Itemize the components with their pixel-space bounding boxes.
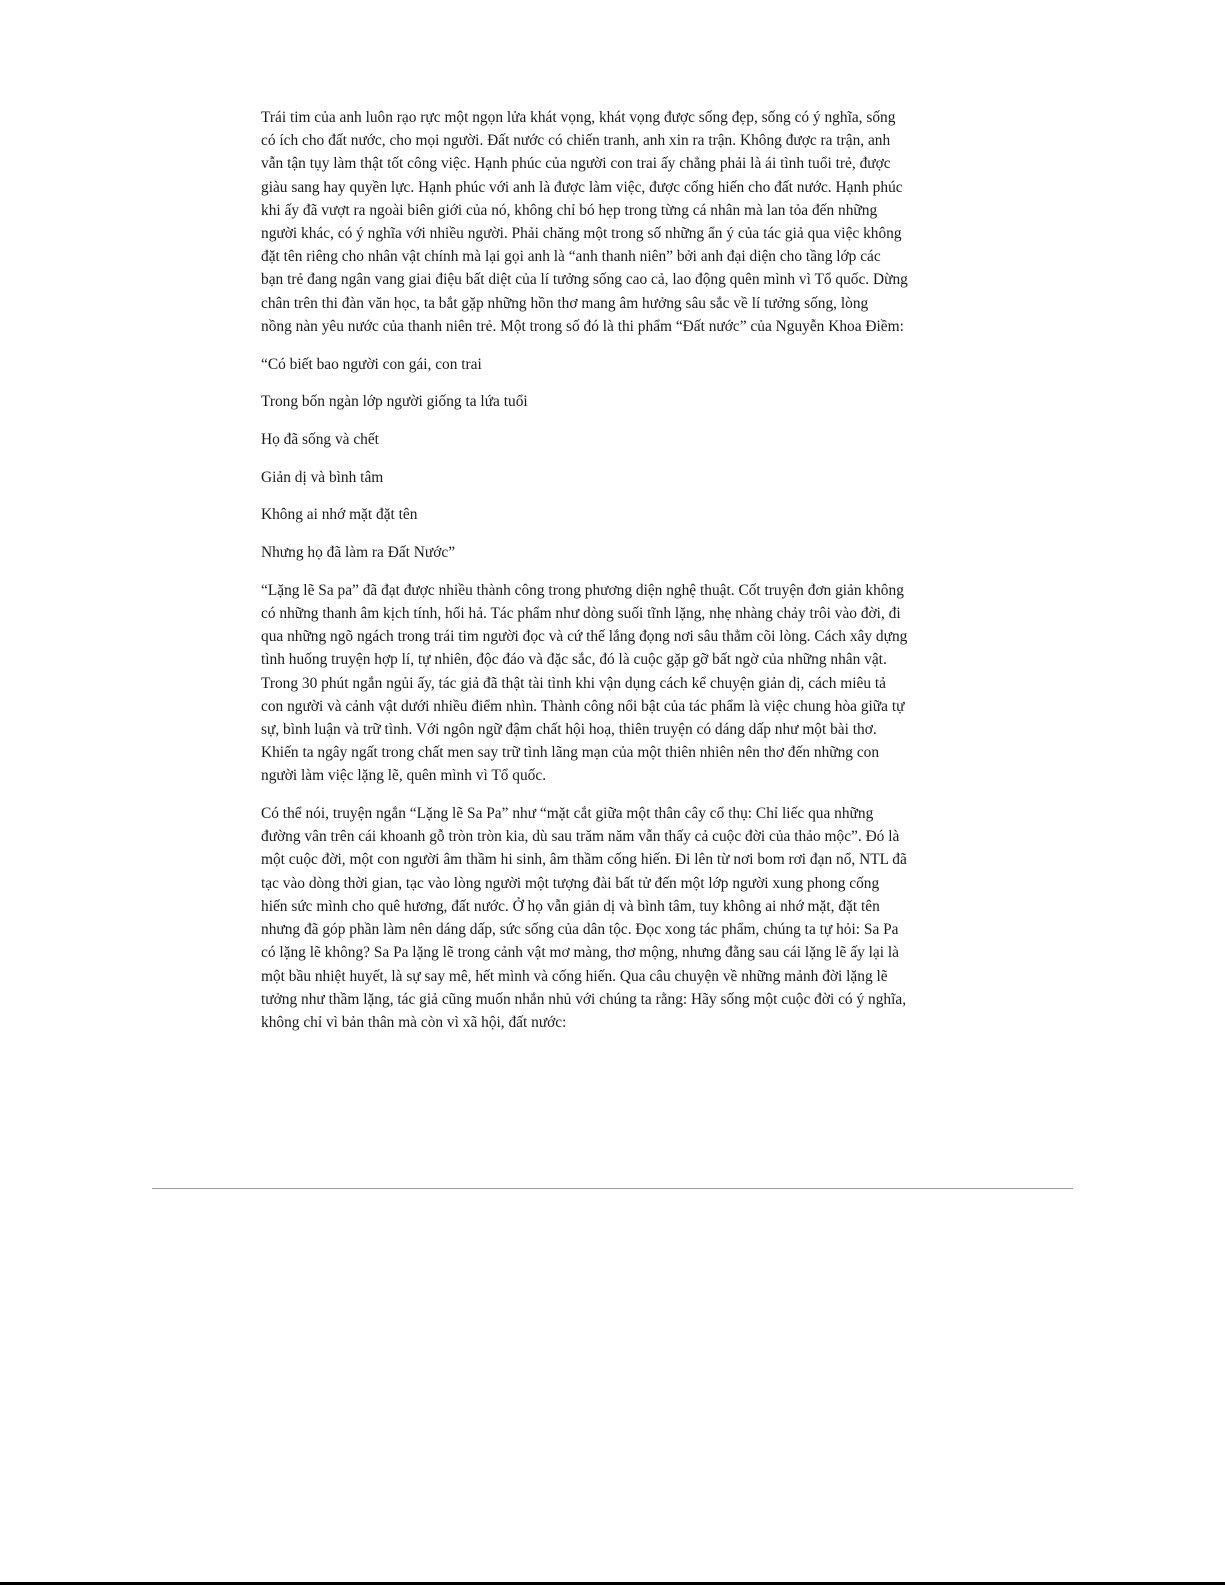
- poem-line: Không ai nhớ mặt đặt tên: [261, 506, 418, 524]
- text-line: Khiến ta ngây ngất trong chất men say trữ tình lãng mạn của một thiên nhiên nên thơ đến những con: [261, 744, 880, 762]
- poem-line: “Có biết bao người con gái, con trai: [261, 355, 482, 373]
- poem-line: Nhưng họ đã làm ra Đất Nước”: [261, 544, 456, 562]
- text-line: khi ấy đã vượt ra ngoài biên giới của nó, không chỉ bó hẹp trong từng cá nhân mà lan tỏa đến những: [261, 201, 878, 219]
- poem-line: Trong bốn ngàn lớp người giống ta lứa tuổi: [261, 393, 528, 411]
- text-line: vẫn tận tụy làm thật tốt công việc. Hạnh phúc của người con trai ấy chẳng phải là ái tình tuổi trẻ, được: [261, 155, 891, 173]
- text-line: chân trên thi đàn văn học, ta bắt gặp những hồn thơ mang âm hưởng sâu sắc về lí tưởng sống, lòng: [261, 294, 869, 312]
- text-line: hiến sức mình cho quê hương, đất nước. Ở họ vẫn giản dị và bình tâm, tuy không ai nhớ mặt, đặt tên: [261, 897, 880, 915]
- text-line: bạn trẻ đang ngân vang giai điệu bất diệt của lí tưởng sống cao cả, lao động quên mình vì Tổ quốc. Dừng: [261, 271, 908, 289]
- text-line: Có thể nói, truyện ngắn “Lặng lẽ Sa Pa” như “mặt cắt giữa một thân cây cổ thụ: Chỉ liếc qua những: [261, 805, 874, 823]
- text-line: một bầu nhiệt huyết, là sự say mê, hết mình và cống hiến. Qua câu chuyện về những mảnh đời lặng lẽ: [261, 967, 888, 985]
- text-line: đường vân trên cái khoanh gỗ tròn tròn kia, dù sau trăm năm vẫn thấy cả cuộc đời của thảo mộc”. Đó là: [261, 828, 900, 846]
- poem-line: Giản dị và bình tâm: [261, 468, 384, 486]
- document-body: [261, 106, 961, 1049]
- text-line: sự, bình luận và trữ tình. Với ngôn ngữ đậm chất hội hoạ, thiên truyện có dáng dấp như một bài thơ.: [261, 720, 877, 738]
- text-line: qua những ngõ ngách trong trái tim người đọc và cứ thế lắng đọng nơi sâu thẳm cõi lòng. Cách xây dựng: [261, 628, 908, 646]
- paragraph-2: [261, 579, 961, 788]
- text-line: giàu sang hay quyền lực. Hạnh phúc với anh là được làm việc, được cống hiến cho đất nước. Hạnh phúc: [261, 178, 903, 196]
- text-line: tình huống truyện hợp lí, tự nhiên, độc đáo và đặc sắc, đó là cuộc gặp gỡ bất ngờ của những nhân vật.: [261, 651, 887, 669]
- page-divider: [152, 1188, 1073, 1189]
- text-line: có lặng lẽ không? Sa Pa lặng lẽ trong cảnh vật mơ màng, thơ mộng, nhưng đằng sau cái lặng lẽ ấy lại là: [261, 944, 899, 962]
- text-line: không chỉ vì bản thân mà còn vì xã hội, đất nước:: [261, 1013, 567, 1031]
- paragraph-3: [261, 802, 961, 1034]
- text-line: con người và cảnh vật dưới nhiều điểm nhìn. Thành công nổi bật của tác phẩm là việc chung hòa giữa tự: [261, 697, 905, 715]
- text-line: người làm việc lặng lẽ, quên mình vì Tổ quốc.: [261, 767, 547, 785]
- paragraph-1: [261, 106, 961, 338]
- poem-line: Họ đã sống và chết: [261, 430, 379, 448]
- text-line: tưởng như thầm lặng, tác giả cũng muốn nhắn nhủ với chúng ta rằng: Hãy sống một cuộc đời có ý nghĩa,: [261, 990, 907, 1008]
- text-line: có những thanh âm kịch tính, hối hả. Tác phẩm như dòng suối tĩnh lặng, nhẹ nhàng chảy trôi vào đời, đi: [261, 604, 901, 622]
- text-line: tạc vào dòng thời gian, tạc vào lòng người một tượng đài bất tử đến một lớp người xung phong cống: [261, 874, 880, 892]
- text-line: Trong 30 phút ngắn ngủi ấy, tác giả đã thật tài tình khi vận dụng cách kể chuyện giản dị, cách miêu tả: [261, 674, 887, 692]
- text-line: nhưng đã góp phần làm nên dáng dấp, sức sống của dân tộc. Đọc xong tác phẩm, chúng ta tự hỏi: Sa Pa: [261, 921, 899, 939]
- text-line: có ích cho đất nước, cho mọi người. Đất nước có chiến tranh, anh xin ra trận. Không được ra trận, anh: [261, 132, 891, 150]
- text-line: Trái tim của anh luôn rạo rực một ngọn lửa khát vọng, khát vọng được sống đẹp, sống có ý nghĩa, sống: [261, 109, 896, 126]
- text-line: người khác, có ý nghĩa với nhiều người. Phải chăng một trong số những ẩn ý của tác giả qua việc không: [261, 225, 902, 243]
- text-line: nồng nàn yêu nước của thanh niên trẻ. Một trong số đó là thi phẩm “Đất nước” của Nguyễn Khoa Điềm:: [261, 317, 904, 335]
- poem-quote: [261, 353, 961, 565]
- text-line: đặt tên riêng cho nhân vật chính mà lại gọi anh là “anh thanh niên” bởi anh đại diện cho tầng lớp các: [261, 248, 881, 266]
- text-line: “Lặng lẽ Sa pa” đã đạt được nhiều thành công trong phương diện nghệ thuật. Cốt truyện đơn giản không: [261, 581, 904, 599]
- text-line: một cuộc đời, một con người âm thầm hi sinh, âm thầm cống hiến. Đi lên từ nơi bom rơi đạn nổ, NTL đã: [261, 851, 907, 869]
